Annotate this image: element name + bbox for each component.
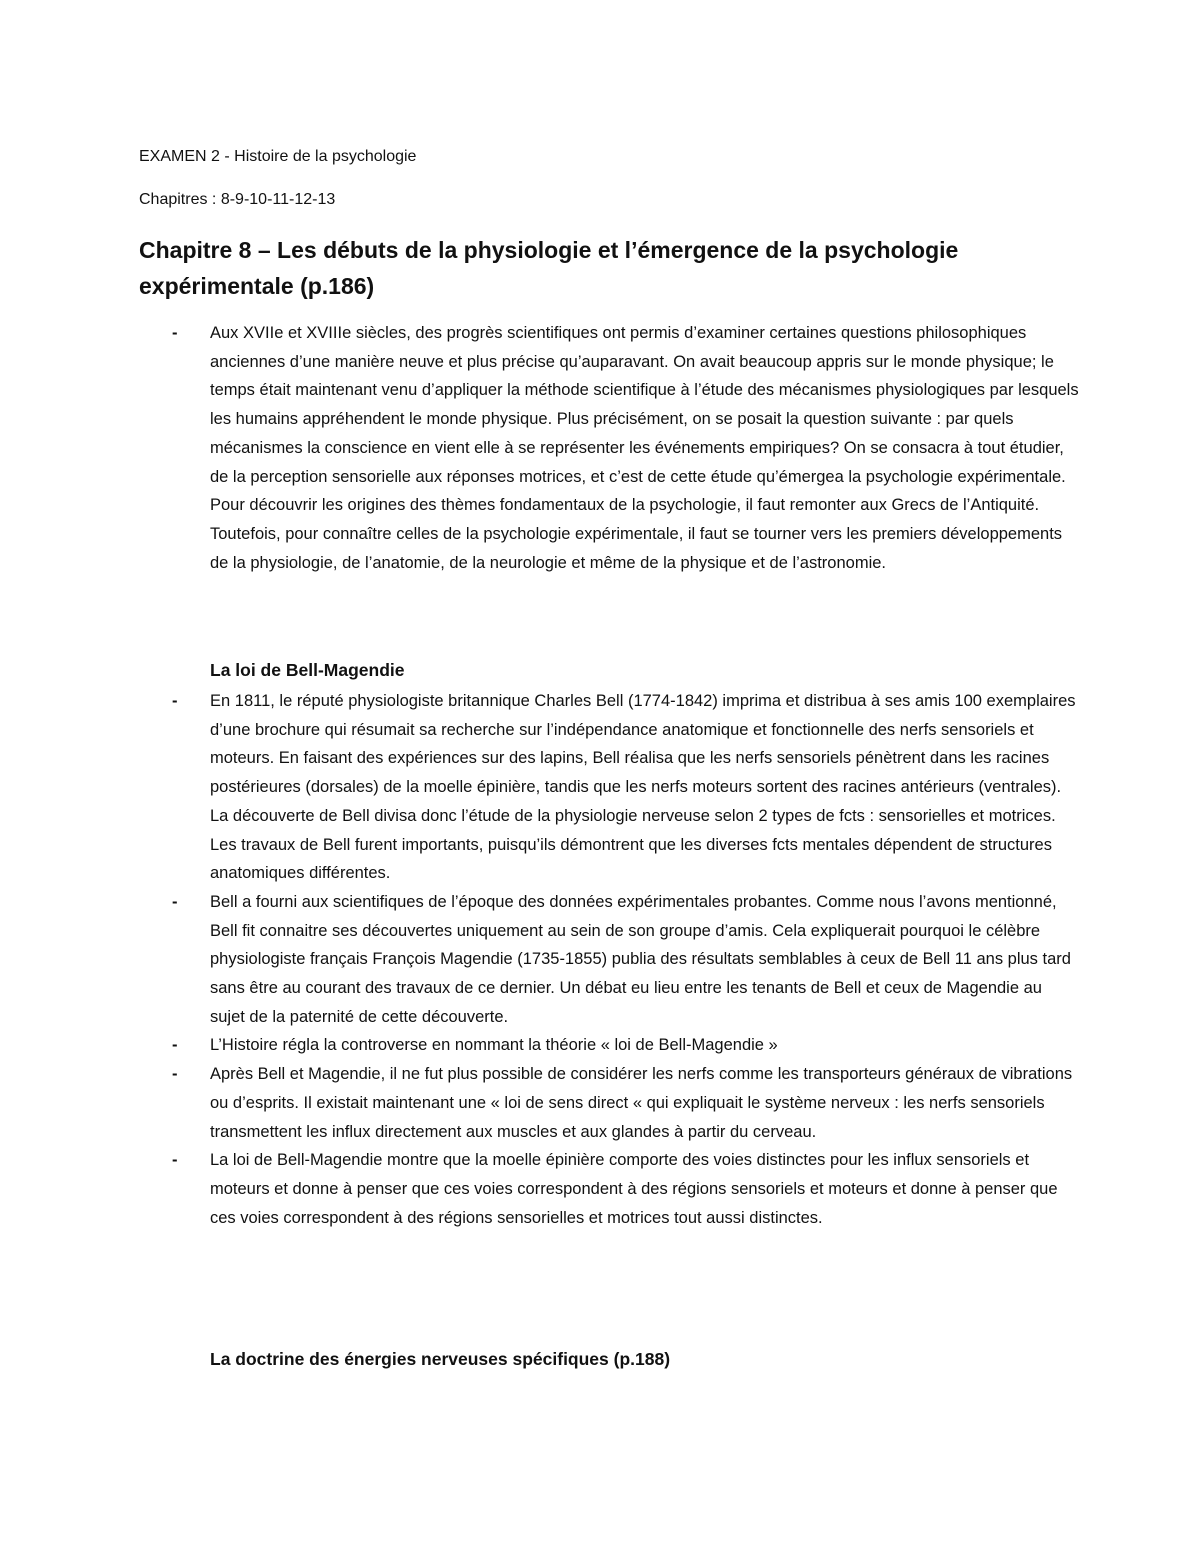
bullet-dash-icon: - — [172, 892, 178, 911]
chapter-heading: Chapitre 8 – Les débuts de la physiologie et l’émergence de la psychologie expérimentale (p.186) — [139, 237, 959, 299]
bullet-dash-icon: - — [172, 324, 178, 342]
list-item-text: L’Histoire régla la controverse en nommant la théorie « loi de Bell-Magendie » — [210, 1036, 778, 1055]
list-item-text: Bell a fourni aux scientifiques de l’époque des données expérimentales probantes. Comme nous l’avons mentionné, Bell fit connaitre ses découvertes uniquement au sein de son groupe d’amis. Cela expliquerait pourquoi le célèbre physiologiste français François Magendie (1735-1855) publia des résultats semblables à ceux de Bell 11 ans plus tard sans être au courant des travaux de ce dernier. Un débat eu lieu entre les tenants de Bell et ceux de Magendie au sujet de la paternité de cette découverte. — [210, 892, 1071, 1026]
list-item-text: Aux XVIIe et XVIIIe siècles, des progrès scientifiques ont permis d’examiner certaines questions philosophiques anciennes d’une manière neuve et plus précise qu’auparavant. On avait beaucoup appris sur le monde physique; le temps était maintenant venu d’appliquer la méthode scientifique à l’étude des mécanismes physiologiques par lesquels les humains appréhendent le monde physique. Plus précisément, on se posait la question suivante : par quels mécanismes la conscience en vient elle à se représenter les événements empiriques? On se consacra à tout étudier, de la perception sensorielle aux réponses motrices, et c’est de cette étude qu’émergea la psychologie expérimentale. Pour découvrir les origines des thèmes fondamentaux de la psychologie, il faut remonter aux Grecs de l’Antiquité. Toutefois, pour connaître celles de la psychologie expérimentale, il faut se tourner vers les premiers développements de la physiologie, de l’anatomie, de la neurologie et même de la physique et de l’astronomie. — [210, 324, 1079, 572]
list-item — [139, 1146, 1079, 1232]
list-item — [139, 888, 1079, 1032]
section-heading-specific-nerve-energies: La doctrine des énergies nerveuses spécifiques (p.188) — [210, 1349, 671, 1369]
intro-list — [139, 319, 1079, 577]
list-item-text: La loi de Bell-Magendie montre que la moelle épinière comporte des voies distinctes pour les influx sensoriels et moteurs et donne à penser que ces voies correspondent à des régions sensoriels et moteurs et donne à penser que ces voies correspondent à des régions sensorielles et motrices tout aussi distinctes. — [210, 1151, 1058, 1227]
bullet-dash-icon: - — [172, 1065, 178, 1084]
list-item — [139, 1060, 1079, 1146]
exam-title: EXAMEN 2 - Histoire de la psychologie — [139, 148, 417, 165]
bullet-dash-icon: - — [172, 1036, 178, 1055]
list-item — [139, 319, 1079, 577]
list-item — [139, 1031, 1079, 1060]
list-item-text: En 1811, le réputé physiologiste britannique Charles Bell (1774-1842) imprima et distribua à ses amis 100 exemplaires d’une brochure qui résumait sa recherche sur l’indépendance anatomique et fonctionnelle des nerfs sensoriels et moteurs. En faisant des expériences sur des lapins, Bell réalisa que les nerfs sensoriels pénètrent dans les racines postérieures (dorsales) de la moelle épinière, tandis que les nerfs moteurs sortent des racines antérieurs (ventrales). La découverte de Bell divisa donc l’étude de la physiologie nerveuse selon 2 types de fcts : sensorielles et motrices. Les travaux de Bell furent importants, puisqu’ils démontrent que les diverses fcts mentales dépendent de structures anatomiques différentes. — [210, 692, 1076, 883]
bullet-dash-icon: - — [172, 692, 178, 710]
list-item-text: Après Bell et Magendie, il ne fut plus possible de considérer les nerfs comme les transporteurs généraux de vibrations ou d’esprits. Il existait maintenant une « loi de sens direct « qui expliquait le système nerveux : les nerfs sensoriels transmettent les influx directement aux muscles et aux glandes à partir du cerveau. — [210, 1065, 1073, 1141]
bell-magendie-list — [139, 687, 1079, 1232]
bullet-dash-icon: - — [172, 1151, 178, 1170]
chapters-list: Chapitres : 8-9-10-11-12-13 — [139, 191, 336, 208]
section-heading-bell-magendie: La loi de Bell-Magendie — [210, 660, 405, 680]
list-item — [139, 687, 1079, 888]
